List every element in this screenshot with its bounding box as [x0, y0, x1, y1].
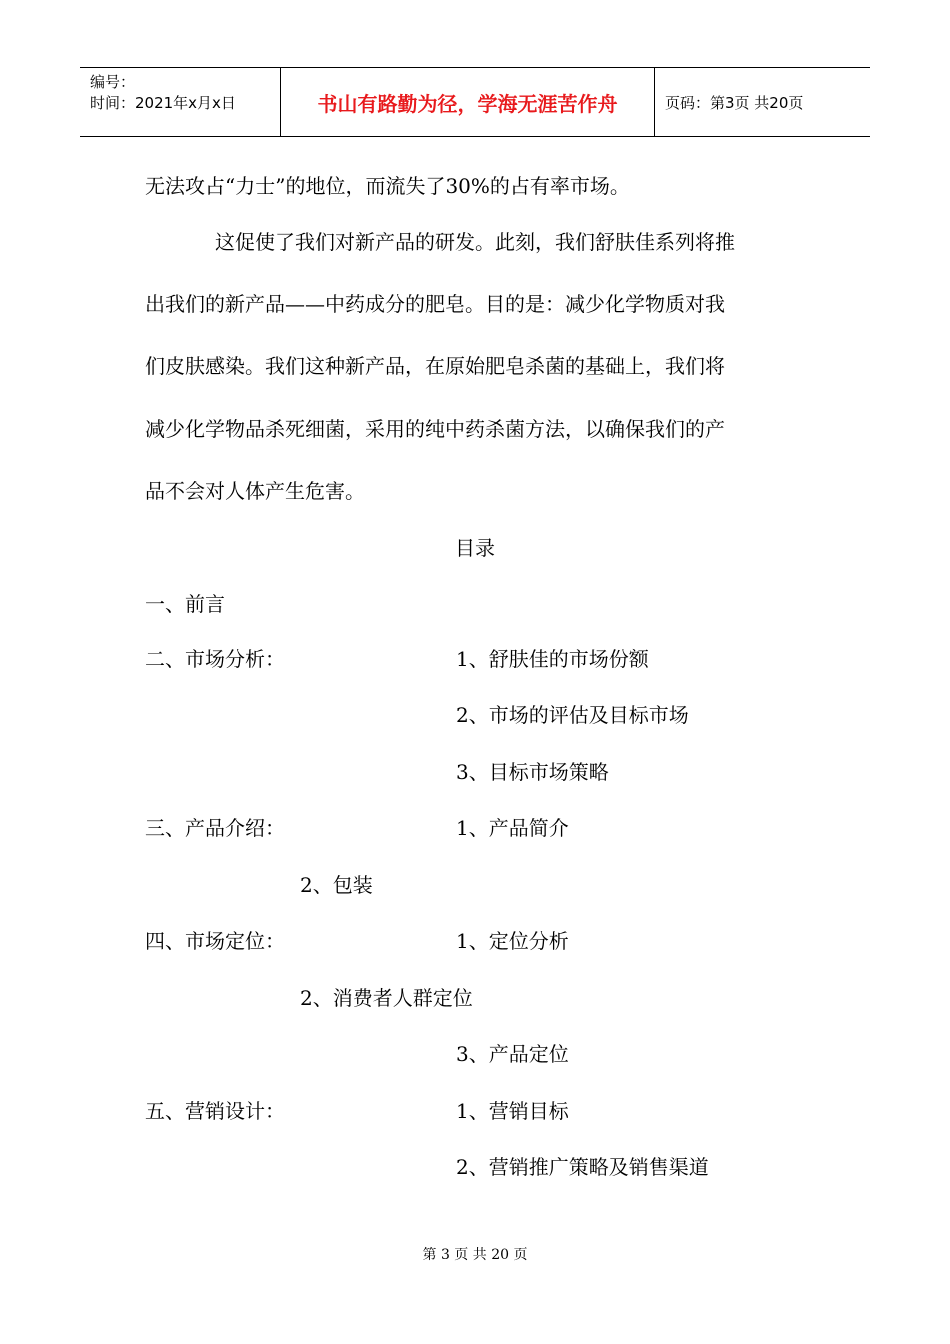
toc-section: 四、市场定位： — [145, 929, 285, 953]
toc-subsection: 2、包装 — [300, 873, 373, 897]
body-line: 无法攻占“力士”的地位，而流失了30%的占有率市场。 — [145, 174, 630, 198]
toc-subsection: 3、产品定位 — [456, 1042, 569, 1066]
date-label: 时间：2021年x月x日 — [90, 94, 236, 112]
code-label: 编号： — [90, 73, 136, 91]
toc-subsection: 3、目标市场策略 — [456, 760, 609, 784]
header-slogan: 书山有路勤为径，学海无涯苦作舟 — [281, 68, 655, 136]
body-line: 这促使了我们对新产品的研发。此刻，我们舒肤佳系列将推 — [215, 230, 735, 254]
body-line: 们皮肤感染。我们这种新产品，在原始肥皂杀菌的基础上，我们将 — [145, 354, 725, 378]
header-page-label: 页码：第3页 共20页 — [665, 93, 804, 112]
toc-section: 三、产品介绍： — [145, 816, 285, 840]
body-line: 减少化学物品杀死细菌，采用的纯中药杀菌方法，以确保我们的产 — [145, 417, 725, 441]
toc-subsection: 2、营销推广策略及销售渠道 — [456, 1155, 709, 1179]
toc-subsection: 1、营销目标 — [456, 1099, 569, 1123]
page-footer: 第 3 页 共 20 页 — [422, 1247, 528, 1263]
body-line: 品不会对人体产生危害。 — [145, 479, 365, 503]
toc-subsection: 1、产品简介 — [456, 816, 569, 840]
page-header — [80, 67, 870, 137]
header-meta — [80, 68, 281, 136]
toc-section: 一、前言 — [145, 592, 225, 616]
toc-section: 五、营销设计： — [145, 1099, 285, 1123]
toc-title: 目录 — [455, 536, 495, 560]
toc-subsection: 2、消费者人群定位 — [300, 986, 473, 1010]
toc-subsection: 1、舒肤佳的市场份额 — [456, 647, 649, 671]
toc-section: 二、市场分析： — [145, 647, 285, 671]
toc-subsection: 1、定位分析 — [456, 929, 569, 953]
body-line: 出我们的新产品——中药成分的肥皂。目的是：减少化学物质对我 — [145, 292, 725, 316]
toc-subsection: 2、市场的评估及目标市场 — [456, 703, 689, 727]
